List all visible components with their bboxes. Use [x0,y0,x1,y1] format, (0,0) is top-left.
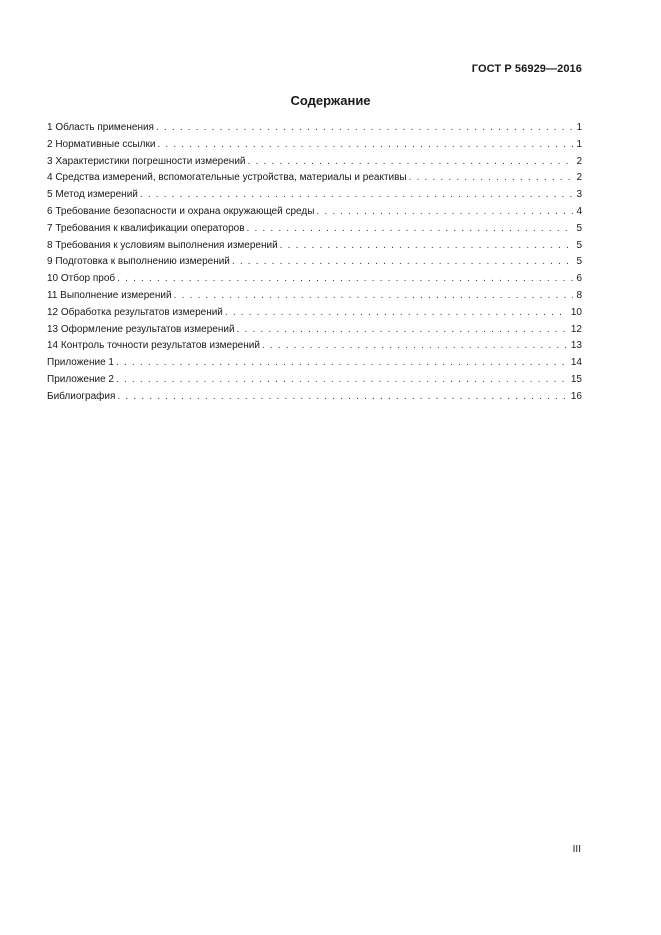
toc-dot-leader [140,187,574,204]
toc-entry-label: Библиография [47,390,116,402]
toc-entry-label: Приложение 1 [47,357,114,369]
toc-entry-2[interactable] [47,137,582,154]
toc-entry-page: 2 [576,155,582,167]
toc-dot-leader [116,355,568,372]
toc-entry-page: 6 [576,273,582,285]
toc-entry-label: 11 Выполнение измерений [47,289,172,301]
toc-dot-leader [117,389,567,406]
toc-entry-4[interactable] [47,170,582,187]
toc-entry-bibliography[interactable] [47,389,582,406]
toc-entry-label: 6 Требование безопасности и охрана окружающей среды [47,205,315,217]
toc-dot-leader [237,322,568,339]
toc-entry-page: 5 [576,222,582,234]
toc-entry-page: 1 [576,122,582,133]
toc-dot-leader [247,221,574,238]
toc-entry-10[interactable] [47,271,582,288]
toc-entry-label: 2 Нормативные ссылки [47,138,156,150]
page-number: III [572,844,581,855]
toc-entry-9[interactable] [47,254,582,271]
toc-entry-page: 5 [576,239,582,251]
toc-entry-page: 8 [576,289,582,301]
toc-entry-page: 15 [570,373,582,385]
toc-entry-label: 4 Средства измерений, вспомогательные устройства, материалы и реактивы [47,172,407,184]
toc-dot-leader [116,372,568,389]
document-code: ГОСТ Р 56929—2016 [471,63,582,75]
toc-entry-page: 2 [576,172,582,184]
toc-entry-label: 5 Метод измерений [47,189,138,201]
toc-entry-appendix-2[interactable] [47,372,582,389]
toc-dot-leader [174,288,574,305]
toc-entry-11[interactable] [47,288,582,305]
toc-entry-13[interactable] [47,322,582,339]
toc-entry-6[interactable] [47,204,582,221]
toc-entry-1[interactable] [47,120,582,137]
toc-entry-label: 10 Отбор проб [47,273,116,285]
toc-dot-leader [232,254,574,271]
toc-entry-page: 13 [570,340,582,352]
toc-entry-label: 3 Характеристики погрешности измерений [47,155,246,167]
toc-entry-label: 9 Подготовка к выполнению измерений [47,256,230,268]
toc-entry-label: 12 Обработка результатов измерений [47,306,223,318]
toc-entry-label: 7 Требования к квалификации операторов [47,222,245,234]
toc-entry-label: 14 Контроль точности результатов измерений [47,340,260,352]
toc-entry-appendix-1[interactable] [47,355,582,372]
toc-entry-7[interactable] [47,221,582,238]
toc-entry-5[interactable] [47,187,582,204]
toc-dot-leader [225,305,568,322]
toc-dot-leader [280,238,574,255]
toc-dot-leader [262,338,568,355]
toc-entry-page: 14 [570,357,582,369]
toc-entry-8[interactable] [47,238,582,255]
toc-entry-14[interactable] [47,338,582,355]
toc-dot-leader [157,137,573,154]
toc-entry-label: 1 Область применения [47,122,154,133]
toc-entry-page: 1 [576,138,582,150]
toc-dot-leader [117,271,573,288]
toc-title: Содержание [290,93,371,108]
toc-entry-page: 3 [576,189,582,201]
toc-entry-3[interactable] [47,154,582,171]
toc-entry-page: 12 [570,323,582,335]
toc-dot-leader [248,154,574,171]
toc-dot-leader [156,120,573,137]
toc-dot-leader [409,170,574,187]
toc-dot-leader [316,204,573,221]
toc-entry-page: 4 [576,205,582,217]
toc-entry-label: 13 Оформление результатов измерений [47,323,235,335]
toc-entry-page: 10 [570,306,582,318]
table-of-contents [47,120,582,406]
toc-entry-page: 16 [570,390,582,402]
toc-entry-12[interactable] [47,305,582,322]
toc-entry-page: 5 [576,256,582,268]
toc-entry-label: 8 Требования к условиям выполнения измерений [47,239,278,251]
toc-entry-label: Приложение 2 [47,373,114,385]
